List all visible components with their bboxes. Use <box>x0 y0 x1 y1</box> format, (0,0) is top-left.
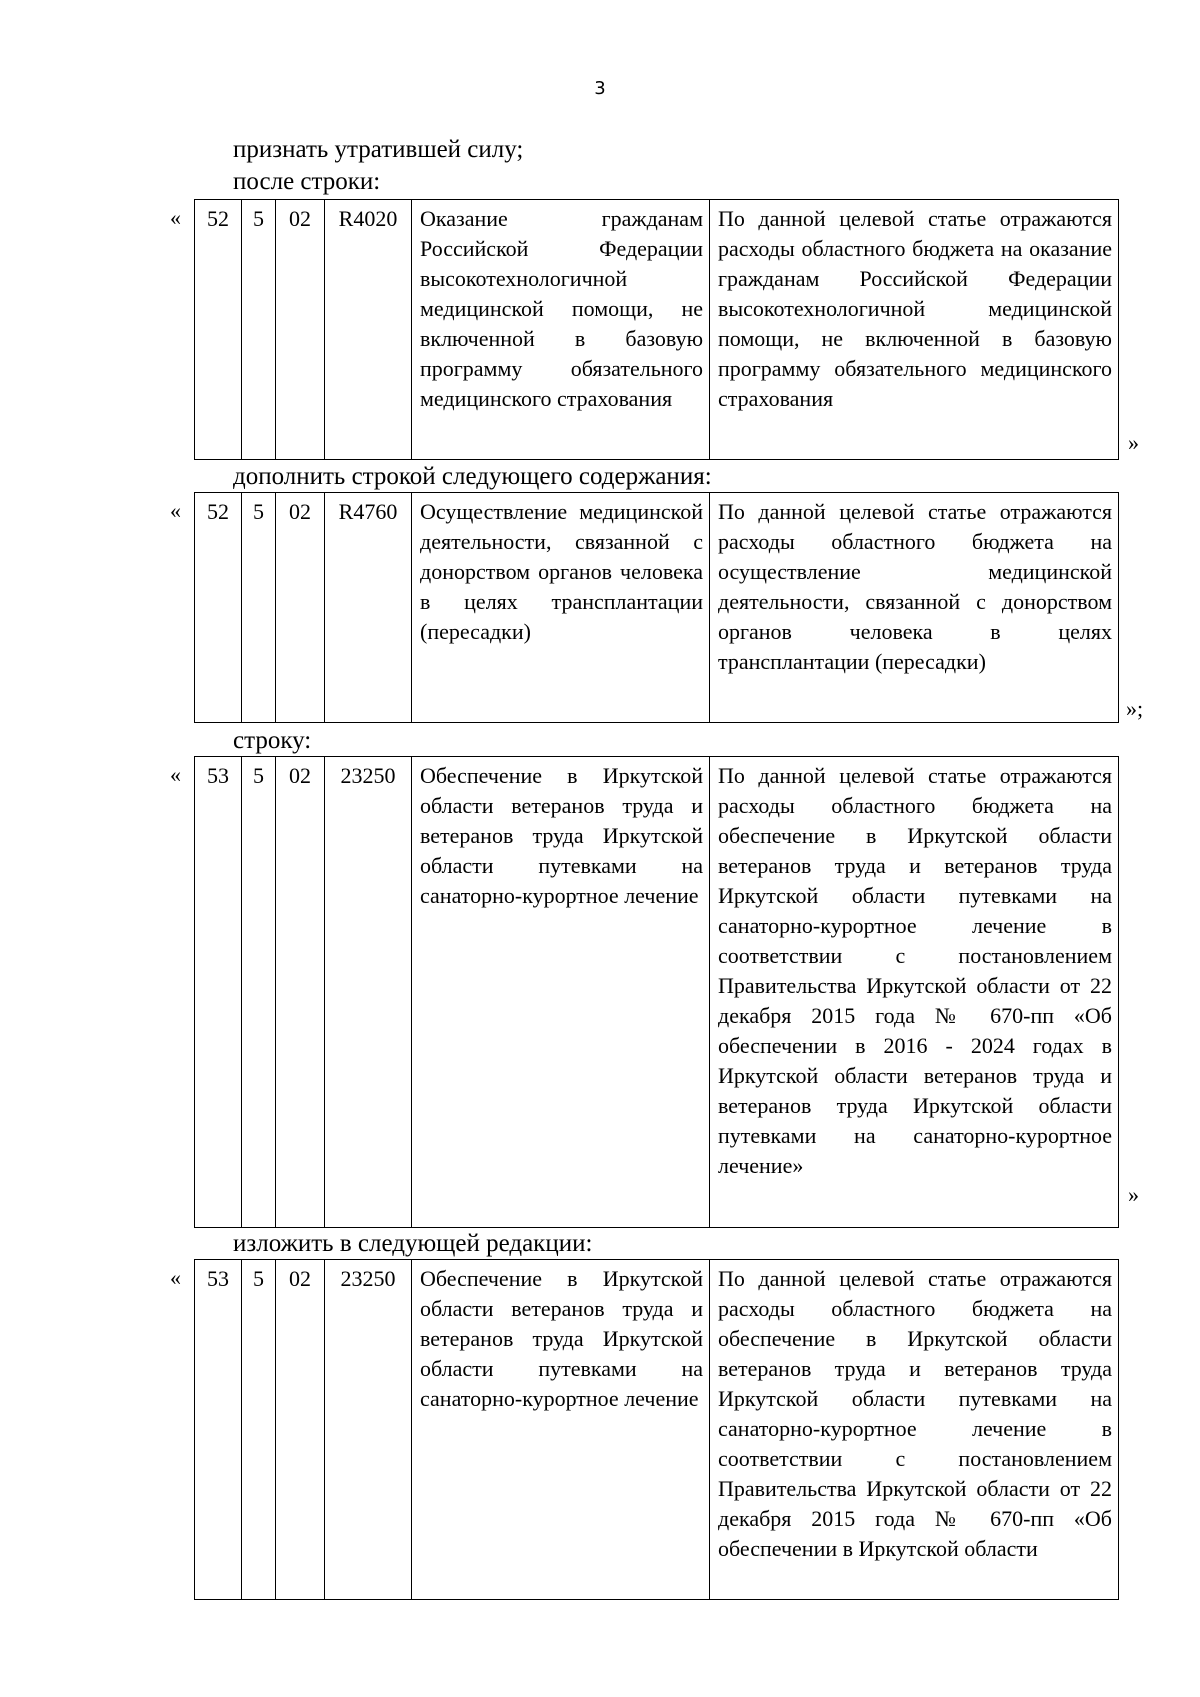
code-cell-2: 5 <box>242 200 276 460</box>
code-cell-1: 53 <box>195 757 242 1228</box>
name-cell: Обеспечение в Иркутской области ветеранов труда и ветеранов труда Иркутской области путевками на санаторно-курортное лечение <box>412 1260 710 1600</box>
name-cell: Осуществление медицинской деятельности, связанной с донорством органов человека в целях трансплантации (пересадки) <box>412 493 710 723</box>
code-cell-2: 5 <box>242 1260 276 1600</box>
code-cell-3: 02 <box>276 493 325 723</box>
close-quote-semicolon: »; <box>1126 696 1144 721</box>
name-cell: Обеспечение в Иркутской области ветеранов труда и ветеранов труда Иркутской области путевками на санаторно-курортное лечение <box>412 757 710 1228</box>
description-cell: По данной целевой статье отражаются расходы областного бюджета на оказание гражданам Российской Федерации высокотехнологичной медицинской помощи, не включенной в базовую программу обязательного медицинского страхования <box>710 200 1119 460</box>
text-invalidate: признать утратившей силу; <box>233 136 524 163</box>
table-row <box>194 1259 1119 1600</box>
open-quote: « <box>170 498 181 523</box>
code-cell-4: 23250 <box>325 1260 412 1600</box>
close-quote: » <box>1128 430 1139 455</box>
open-quote: « <box>170 205 181 230</box>
open-quote: « <box>170 762 181 787</box>
page-number: 3 <box>594 78 606 99</box>
text-add-row: дополнить строкой следующего содержания: <box>233 463 712 490</box>
code-cell-1: 52 <box>195 200 242 460</box>
code-cell-4: 23250 <box>325 757 412 1228</box>
code-cell-4: R4760 <box>325 493 412 723</box>
code-cell-1: 53 <box>195 1260 242 1600</box>
description-cell: По данной целевой статье отражаются расходы областного бюджета на обеспечение в Иркутской области ветеранов труда и ветеранов труда Иркутской области путевками на санаторно-курортное лечение в соответствии с постановлением Правительства Иркутской области от 22 декабря 2015 года № 670-пп «Об обеспечении в 2016 - 2024 годах в Иркутской области ветеранов труда и ветеранов труда Иркутской области путевками на санаторно-курортное лечение» <box>710 757 1119 1228</box>
table-row <box>194 199 1119 460</box>
code-cell-3: 02 <box>276 757 325 1228</box>
code-cell-3: 02 <box>276 1260 325 1600</box>
text-after-row: после строки: <box>233 168 381 195</box>
code-cell-3: 02 <box>276 200 325 460</box>
table-row <box>194 756 1119 1228</box>
code-cell-1: 52 <box>195 493 242 723</box>
description-cell: По данной целевой статье отражаются расходы областного бюджета на осуществление медицинской деятельности, связанной с донорством органов человека в целях трансплантации (пересадки) <box>710 493 1119 723</box>
open-quote: « <box>170 1265 181 1290</box>
close-quote: » <box>1128 1182 1139 1207</box>
description-cell: По данной целевой статье отражаются расходы областного бюджета на обеспечение в Иркутской области ветеранов труда и ветеранов труда Иркутской области путевками на санаторно-курортное лечение в соответствии с постановлением Правительства Иркутской области от 22 декабря 2015 года № 670-пп «Об обеспечении в Иркутской области <box>710 1260 1119 1600</box>
code-cell-2: 5 <box>242 757 276 1228</box>
name-cell: Оказание гражданам Российской Федерации высокотехнологичной медицинской помощи, не включенной в базовую программу обязательного медицинского страхования <box>412 200 710 460</box>
text-restate: изложить в следующей редакции: <box>233 1230 593 1257</box>
text-row-word: строку: <box>233 727 312 754</box>
table-row <box>194 492 1119 723</box>
code-cell-4: R4020 <box>325 200 412 460</box>
code-cell-2: 5 <box>242 493 276 723</box>
